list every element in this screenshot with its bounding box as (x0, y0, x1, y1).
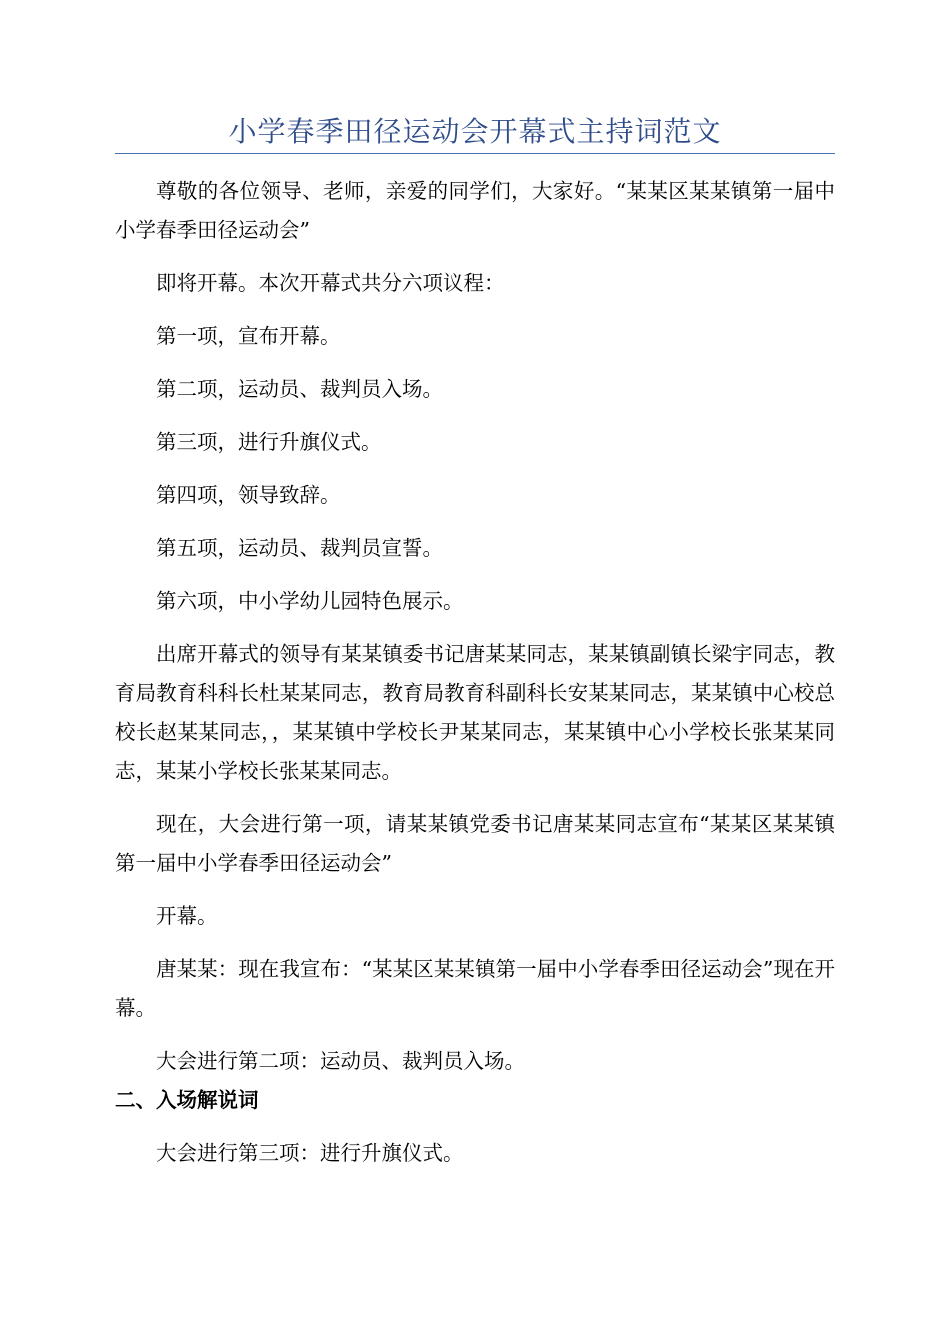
paragraph-second-item: 大会进行第二项：运动员、裁判员入场。 (156, 1049, 525, 1073)
agenda-item-2: 第二项，运动员、裁判员入场。 (156, 377, 443, 401)
agenda-item-6: 第六项，中小学幼儿园特色展示。 (156, 589, 464, 613)
section-heading: 二、入场解说词 (115, 1088, 259, 1112)
agenda-item-4: 第四项，领导致辞。 (156, 483, 341, 507)
document-title: 小学春季田径运动会开幕式主持词范文 (228, 115, 722, 148)
agenda-item-3: 第三项，进行升旗仪式。 (156, 430, 382, 454)
paragraph-first-item: 现在，大会进行第一项，请某某镇党委书记唐某某同志宣布“某某区某某镇第一届中小学春季田径运动会” (115, 812, 835, 875)
paragraph-declaration: 唐某某：现在我宣布：“某某区某某镇第一届中小学春季田径运动会”现在开幕。 (115, 957, 835, 1020)
paragraph-agenda-intro: 即将开幕。本次开幕式共分六项议程： (156, 271, 505, 295)
document-body (115, 172, 835, 1173)
title-underline (115, 153, 835, 154)
paragraph-attending-leaders: 出席开幕式的领导有某某镇委书记唐某某同志，某某镇副镇长梁宇同志，教育局教育科科长杜某某同志，教育局教育科副科长安某某同志，某某镇中心校总校长赵某某同志，，某某镇中学校长尹某某同志，某某镇中心小学校长张某某同志，某某小学校长张某某同志。 (115, 642, 835, 783)
paragraph-third-item: 大会进行第三项：进行升旗仪式。 (156, 1141, 464, 1165)
paragraph-greeting: 尊敬的各位领导、老师，亲爱的同学们，大家好。“某某区某某镇第一届中小学春季田径运动会” (115, 179, 835, 242)
paragraph-opening: 开幕。 (156, 904, 218, 928)
agenda-item-1: 第一项，宣布开幕。 (156, 324, 341, 348)
agenda-item-5: 第五项，运动员、裁判员宣誓。 (156, 536, 443, 560)
